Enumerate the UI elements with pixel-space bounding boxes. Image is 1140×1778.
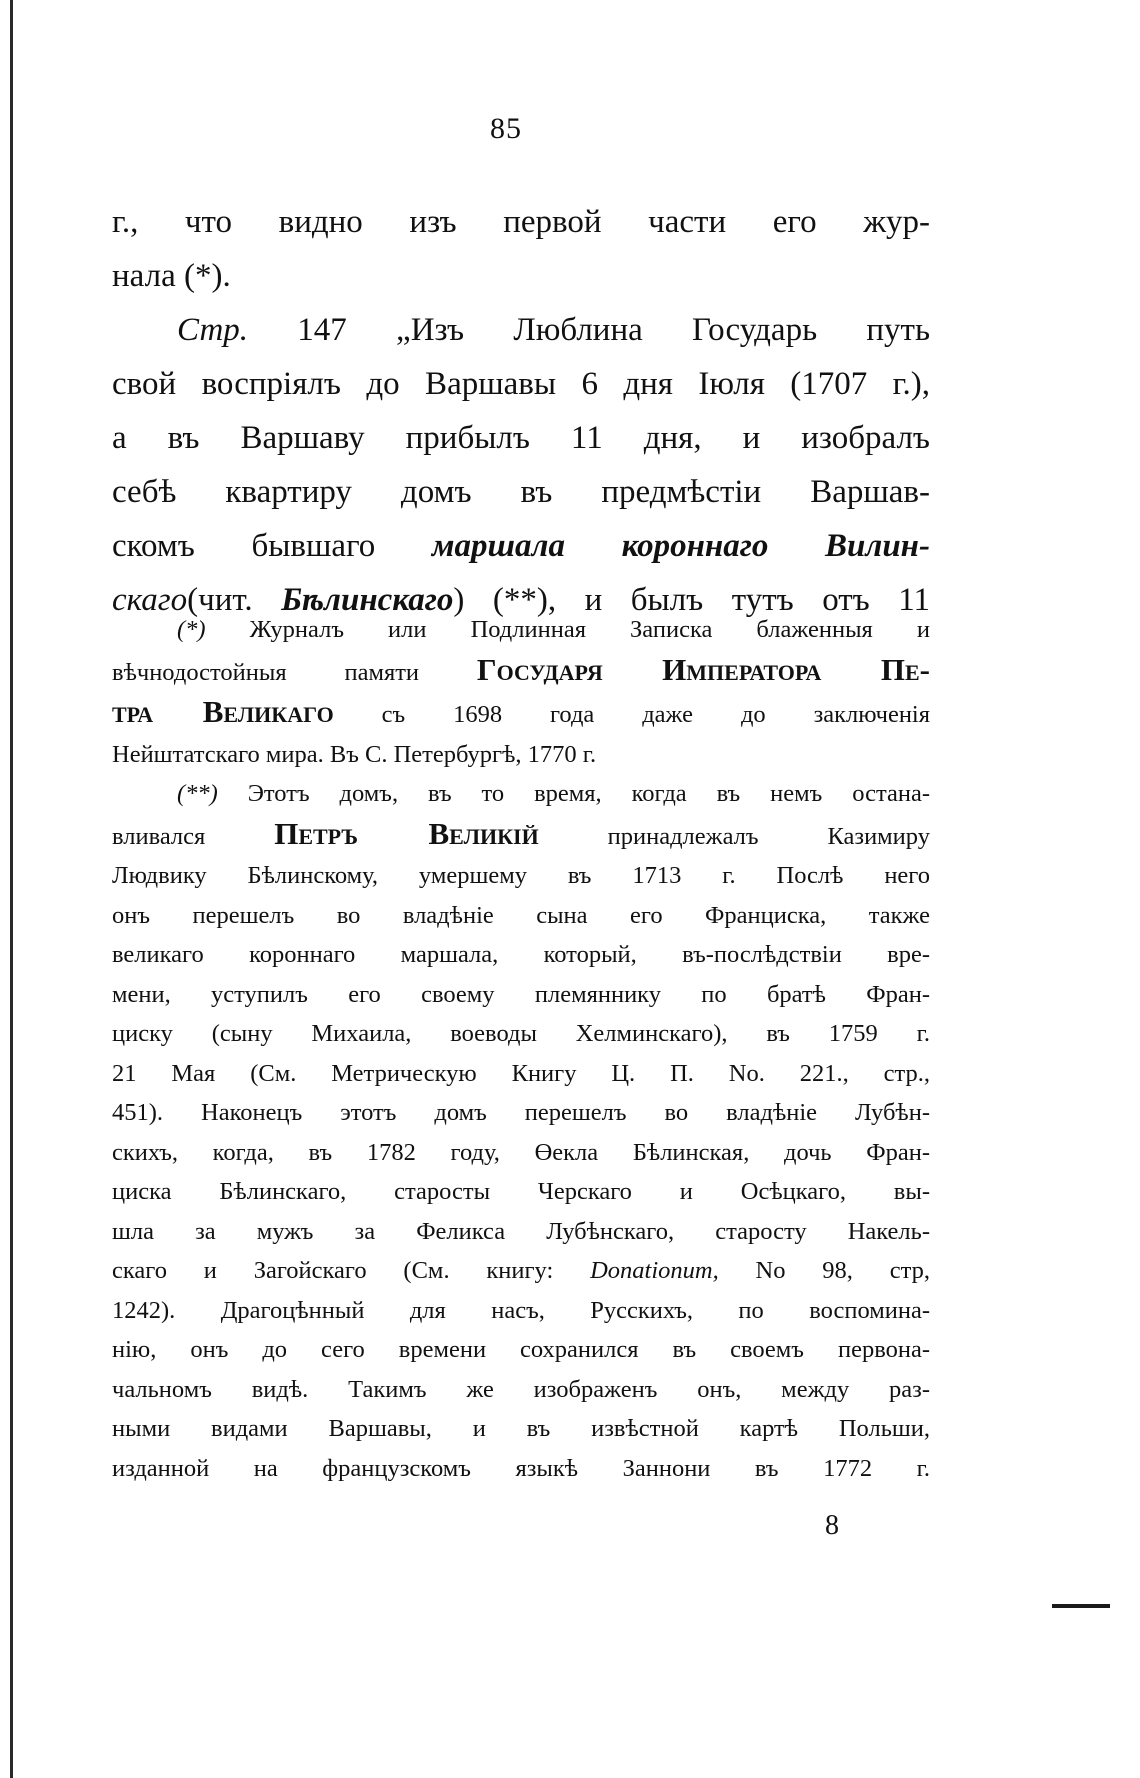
- margin-dash: [1052, 1604, 1110, 1608]
- text-line: себѣ квартиру домъ въ предмѣстiи Варшав-: [112, 474, 930, 510]
- emphasized-name: маршала короннаго Вилин-: [431, 528, 930, 564]
- text-line: г., что видно изъ первой части его жур-: [112, 204, 930, 240]
- footnote-line: нiю, онъ до сего времени сохранился въ своемъ первона-: [112, 1336, 930, 1363]
- text-segment: вливался: [112, 822, 275, 850]
- page-number: 85: [490, 112, 522, 145]
- text-segment: Журналъ или Подлинная Записка блаженныя и: [205, 616, 930, 643]
- emphasized-name: Петръ Великiй: [274, 815, 539, 851]
- page-edge-line: [10, 0, 13, 1778]
- footnote-line: Людвику Бѣлинскому, умершему въ 1713 г. Послѣ него: [112, 862, 930, 889]
- footnote-line: циска Бѣлинскаго, старосты Черскаго и Осѣцкаго, вы-: [112, 1178, 930, 1205]
- emphasized-name: Бѣлинскаго: [281, 582, 454, 618]
- footnote-marker: (*): [177, 616, 206, 643]
- book-title: Donationum,: [590, 1257, 719, 1284]
- footnote-line: Нейштатскаго мира. Въ С. Петербургѣ, 1770 г.: [112, 740, 597, 768]
- emphasized-name: Государя Императора Пе-: [476, 651, 930, 687]
- text-line: свой воспрiялъ до Варшавы 6 дня Iюля (1707 г.),: [112, 366, 930, 402]
- text-segment: вѣчнодостойныя памяти: [112, 658, 477, 686]
- footnote-line: [112, 692, 930, 735]
- footnote-marker: (**): [177, 780, 218, 807]
- footnote-line: 451). Наконецъ этотъ домъ перешелъ во владѣнiе Лубѣн-: [112, 1099, 930, 1126]
- footnote-line: онъ перешелъ во владѣнiе сына его Франциска, также: [112, 901, 930, 929]
- footnote-line: циску (сыну Михаила, воеводы Хелминскаго), въ 1759 г.: [112, 1020, 930, 1047]
- page-ref: Стр.: [177, 312, 249, 348]
- signature-mark: 8: [825, 1510, 839, 1541]
- text-segment: (чит.: [187, 582, 282, 618]
- footnote-2: [112, 774, 930, 1488]
- text-segment: скаго и Загойскаго (См. книгу:: [112, 1257, 591, 1284]
- footnote-line: скихъ, когда, въ 1782 году, Өекла Бѣлинская, дочь Фран-: [112, 1138, 930, 1166]
- text-segment: No 98, стр,: [718, 1257, 930, 1284]
- text-segment: Этотъ домъ, въ то время, когда въ немъ остана-: [217, 780, 930, 807]
- main-text: [112, 195, 930, 627]
- footnote-line: 1242). Драгоцѣнный для насъ, Русскихъ, по воспомина-: [112, 1296, 930, 1324]
- footnote-line: чальномъ видѣ. Такимъ же изображенъ онъ, между раз-: [112, 1375, 930, 1403]
- footnote-line: [112, 610, 930, 650]
- text-segment: ) (**), и былъ тутъ отъ 11: [453, 582, 931, 618]
- emphasized-name: скаго: [112, 582, 188, 618]
- text-line: нала (*).: [112, 258, 231, 294]
- footnote-line: великаго короннаго маршала, который, въ-послѣдствiи вре-: [112, 941, 930, 968]
- footnote-line: [112, 774, 930, 814]
- footnote-line: ными видами Варшавы, и въ извѣстной картѣ Польши,: [112, 1415, 930, 1442]
- emphasized-name: тра Великаго: [112, 694, 334, 729]
- footnotes: [112, 610, 930, 1488]
- text-line: [112, 303, 930, 357]
- text-segment: принадлежалъ Казимиру: [538, 822, 930, 850]
- footnote-line: [112, 1251, 930, 1291]
- footnote-line: мени, уступилъ его своему племяннику по братѣ Фран-: [112, 980, 930, 1008]
- footnote-1: [112, 610, 930, 774]
- text-segment: 147 „Изъ Люблина Государь путь: [248, 312, 930, 348]
- text-line: [112, 519, 930, 573]
- text-line: а въ Варшаву прибылъ 11 дня, и изобралъ: [112, 420, 930, 456]
- footnote-line: [112, 814, 930, 857]
- footnote-line: [112, 650, 930, 693]
- footnote-line: 21 Мая (См. Метрическую Книгу Ц. П. No. 221., стр.,: [112, 1059, 930, 1087]
- text-segment: съ 1698 года даже до заключенiя: [333, 701, 931, 728]
- footnote-line: шла за мужъ за Феликса Лубѣнскаго, старосту Накель-: [112, 1217, 930, 1245]
- footnote-line: изданной на французскомъ языкѣ Заннони въ 1772 г.: [112, 1454, 930, 1482]
- text-segment: скомъ бывшаго: [112, 528, 432, 564]
